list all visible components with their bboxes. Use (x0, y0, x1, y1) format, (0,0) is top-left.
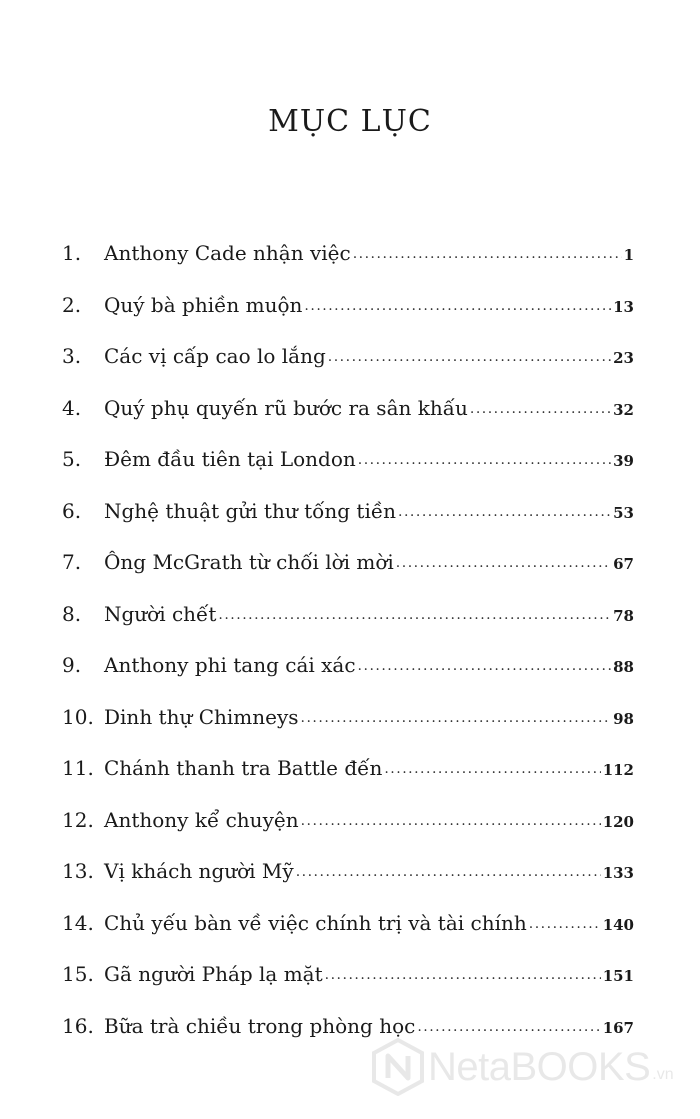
toc-title: Anthony Cade nhận việc (104, 241, 351, 265)
toc-title: Vị khách người Mỹ (104, 859, 294, 883)
toc-entry-7 (62, 537, 634, 589)
toc-title: Anthony kể chuyện (104, 807, 299, 832)
toc-page-number: 32 (613, 400, 634, 419)
toc-page-number: 88 (613, 658, 634, 676)
dot-leader (396, 553, 611, 573)
toc-number: 12. (62, 807, 94, 832)
toc-page-number: 23 (613, 349, 634, 367)
toc-page-number: 151 (602, 967, 634, 985)
page-title: MỤC LỤC (268, 104, 432, 139)
toc-page-number: 167 (602, 1018, 634, 1037)
toc-entry-10 (62, 692, 634, 744)
toc-number: 13. (62, 859, 94, 883)
dot-leader (218, 605, 611, 625)
toc-entry-11 (62, 743, 634, 795)
toc-page-number: 140 (602, 915, 634, 934)
toc-entry-12 (62, 795, 634, 847)
toc-number: 16. (62, 1013, 94, 1038)
toc-title: Đêm đầu tiên tại London (104, 447, 356, 471)
toc-number: 10. (62, 704, 94, 729)
toc-number: 4. (62, 395, 82, 420)
dot-leader (358, 656, 612, 676)
dot-leader (328, 347, 611, 367)
toc-page-number: 78 (613, 606, 634, 625)
netabooks-logo-icon (372, 1038, 424, 1096)
toc-entry-4 (62, 383, 634, 435)
toc-page-number: 67 (613, 555, 634, 573)
dot-leader (358, 450, 611, 470)
toc-number: 14. (62, 910, 94, 935)
watermark-tld: .vn (652, 1066, 674, 1083)
toc-title: Anthony phi tang cái xác (104, 653, 356, 677)
toc-title: Chánh thanh tra Battle đến (104, 756, 383, 780)
toc-title: Ông McGrath từ chối lời mời (104, 550, 394, 574)
dot-leader (529, 914, 601, 934)
toc-title: Bữa trà chiều trong phòng học (104, 1013, 416, 1038)
toc-title: Nghệ thuật gửi thư tống tiền (104, 498, 397, 523)
dot-leader (304, 296, 611, 316)
toc-number: 1. (62, 241, 82, 265)
toc-entry-8 (62, 589, 634, 641)
toc-number: 2. (62, 292, 82, 317)
toc-entry-2 (62, 280, 634, 332)
toc-page-number: 133 (602, 864, 634, 882)
dot-leader (353, 244, 622, 264)
watermark-text: NetaBOOKS (428, 1044, 651, 1089)
toc-entry-1 (62, 228, 634, 280)
toc-page-number: 112 (602, 761, 634, 779)
dot-leader (296, 862, 601, 882)
toc-entry-13 (62, 846, 634, 898)
dot-leader (301, 811, 601, 831)
toc-page-number: 39 (613, 452, 634, 470)
watermark (372, 1034, 674, 1100)
toc-entry-5 (62, 434, 634, 486)
toc-number: 15. (62, 962, 94, 986)
toc-number: 6. (62, 498, 82, 523)
toc-page-number: 98 (613, 709, 634, 728)
toc-number: 7. (62, 550, 82, 574)
toc-page-number: 1 (623, 246, 634, 264)
toc-title: Các vị cấp cao lo lắng (104, 344, 326, 368)
toc-title: Gã người Pháp lạ mặt (104, 962, 323, 986)
toc-page-number: 120 (602, 812, 634, 831)
toc-entry-15 (62, 949, 634, 1001)
toc-number: 5. (62, 447, 82, 471)
toc-title: Quý phụ quyến rũ bước ra sân khấu (104, 395, 468, 420)
dot-leader (325, 965, 601, 985)
toc-entry-3 (62, 331, 634, 383)
toc-title: Quý bà phiền muộn (104, 292, 303, 317)
toc-title: Dinh thự Chimneys (104, 704, 299, 729)
toc-entry-14 (62, 898, 634, 950)
toc-page-number: 53 (613, 503, 634, 522)
toc-number: 9. (62, 653, 82, 677)
toc-title: Người chết (104, 601, 217, 626)
toc-number: 8. (62, 601, 82, 626)
toc-number: 3. (62, 344, 82, 368)
dot-leader (470, 399, 611, 419)
toc-title: Chủ yếu bàn về việc chính trị và tài chính (104, 910, 527, 935)
dot-leader (384, 759, 600, 779)
table-of-contents (62, 228, 634, 1052)
toc-entry-9 (62, 640, 634, 692)
toc-number: 11. (62, 756, 94, 780)
toc-page-number: 13 (613, 297, 634, 316)
toc-entry-6 (62, 486, 634, 538)
dot-leader (398, 502, 611, 522)
dot-leader (301, 708, 612, 728)
